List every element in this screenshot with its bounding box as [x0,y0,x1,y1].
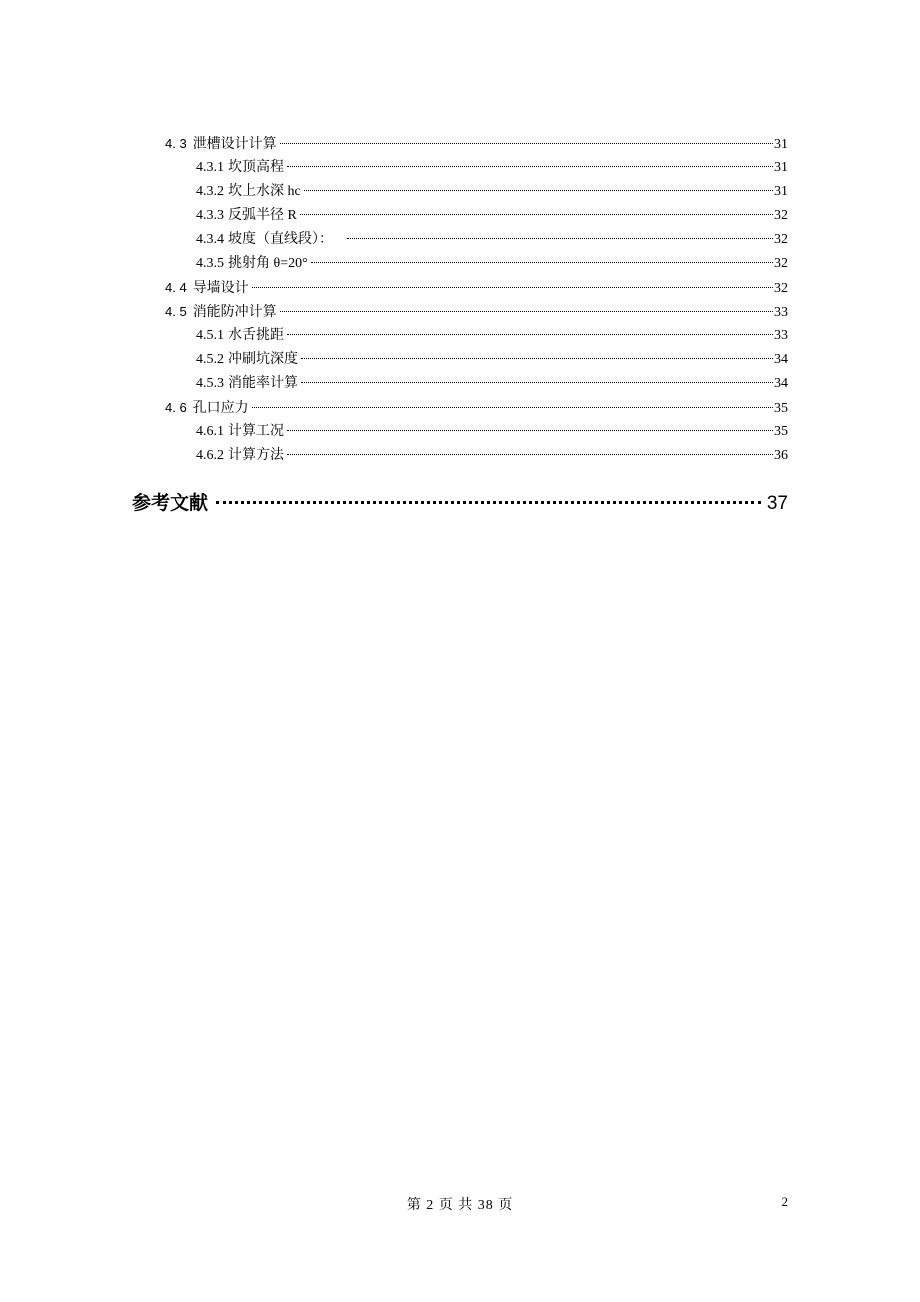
toc-entry-title: 孔口应力 [192,401,249,416]
toc-entry-page: 31 [774,160,788,175]
toc-entry-page: 32 [774,281,788,296]
dot-leader [301,382,773,383]
toc-entry-page: 36 [774,448,788,463]
dot-leader [280,143,773,144]
dot-leader [300,214,773,215]
toc-entry-number: 4.3.2 [196,184,224,199]
toc-entry-title: 计算工况 [228,424,284,439]
toc-entry-4-6-1[interactable] [196,420,788,444]
toc-entry-number: 4. 4 [165,280,187,295]
dot-leader [304,190,773,191]
toc-entry-title: 水舌挑距 [228,328,284,343]
toc-entry-references[interactable] [132,488,788,520]
dot-leader [287,166,773,167]
toc-entry-page: 33 [774,328,788,343]
toc-entry-number: 4.6.2 [196,448,224,463]
toc-entry-title: 冲刷坑深度 [228,352,298,367]
toc-entry-title: 消能率计算 [228,376,298,391]
toc-entry-page: 31 [774,184,788,199]
toc-entry-number: 4.5.3 [196,376,224,391]
toc-entry-4-3-1[interactable] [196,156,788,180]
toc-entry-4-5-3[interactable] [196,372,788,396]
toc-entry-page: 34 [774,352,788,367]
toc-entry-4-3-2[interactable] [196,180,788,204]
toc-entry-title: 坡度（直线段）： [228,232,333,247]
toc-entry-title: 导墙设计 [192,281,249,296]
toc-entry-number: 4. 3 [165,136,187,151]
toc-entry-4-5-2[interactable] [196,348,788,372]
toc-entry-title: 计算方法 [228,448,284,463]
toc-entry-4-3[interactable] [165,132,788,156]
toc-entry-title: 消能防冲计算 [192,305,277,320]
toc-entry-number: 4. 6 [165,400,187,415]
toc-entry-page: 35 [774,424,788,439]
toc-entry-4-4[interactable] [165,276,788,300]
dot-leader [252,407,773,408]
dot-leader [287,454,773,455]
references-page: 37 [766,493,788,514]
dot-leader [287,430,773,431]
toc-entry-number: 4.5.1 [196,328,224,343]
toc-entry-number: 4.5.2 [196,352,224,367]
dot-leader [216,501,761,504]
toc-entry-number: 4.3.5 [196,256,224,271]
toc-entry-page: 35 [774,401,788,416]
dot-leader [311,262,773,263]
references-title: 参考文献 [132,493,209,514]
toc-entry-4-3-3[interactable] [196,204,788,228]
dot-leader [301,358,773,359]
toc-entry-4-6-2[interactable] [196,444,788,468]
toc-entry-4-5[interactable] [165,300,788,324]
toc-entry-title: 坎顶高程 [228,160,284,175]
toc-entry-page: 34 [774,376,788,391]
toc-entry-page: 32 [774,208,788,223]
toc-entry-number: 4.3.1 [196,160,224,175]
toc-entry-title: 挑射角 θ=20° [228,256,308,271]
toc-entry-number: 4. 5 [165,304,187,319]
page-number: 2 [781,1194,788,1209]
toc-entry-4-6[interactable] [165,396,788,420]
toc-entry-title: 反弧半径 R [228,208,297,223]
toc-entry-number: 4.3.4 [196,232,224,247]
toc-entry-title: 坎上水深 hc [228,184,301,199]
dot-leader [252,287,773,288]
toc-entry-page: 31 [774,137,788,152]
toc-entry-number: 4.6.1 [196,424,224,439]
toc-entry-4-5-1[interactable] [196,324,788,348]
toc-entry-page: 32 [774,232,788,247]
toc-entry-title: 泄槽设计计算 [192,137,277,152]
page-footer-counter: 第 2 页 共 38 页 [406,1198,514,1213]
toc-entry-4-3-5[interactable] [196,252,788,276]
toc-entry-4-3-4[interactable] [196,228,788,252]
toc-entry-page: 32 [774,256,788,271]
dot-leader [347,238,773,239]
dot-leader [280,311,773,312]
toc-entry-page: 33 [774,305,788,320]
dot-leader [287,334,773,335]
toc-entry-number: 4.3.3 [196,208,224,223]
